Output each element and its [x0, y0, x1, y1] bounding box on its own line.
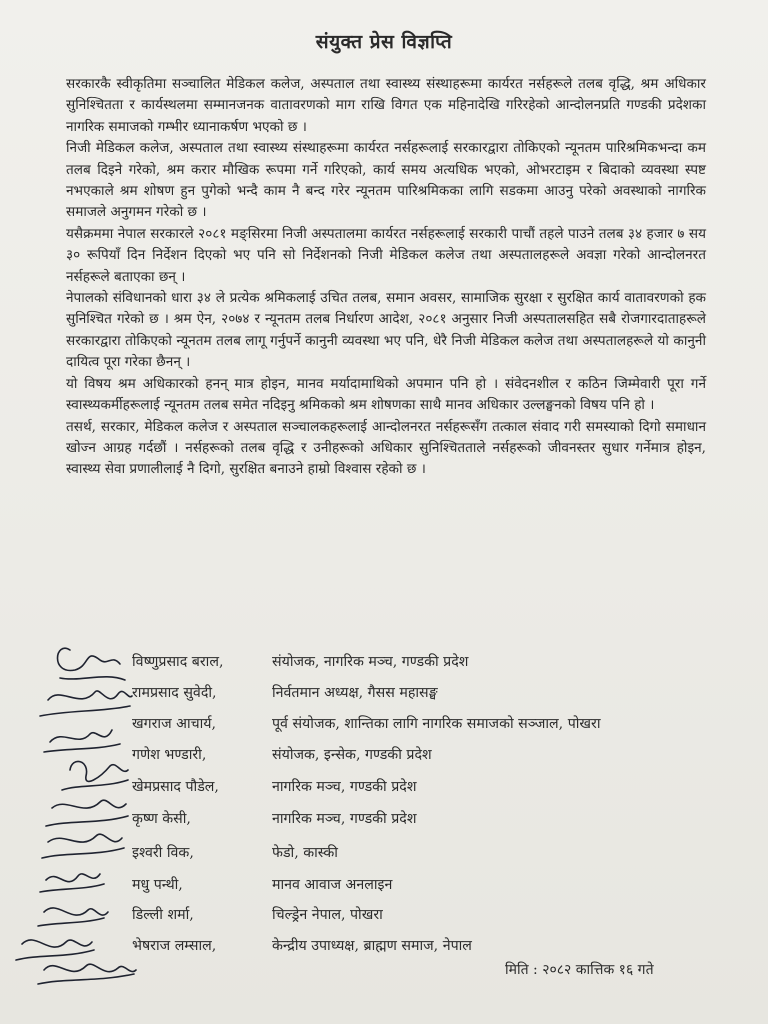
paragraph-4: नेपालको संविधानको धारा ३४ ले प्रत्येक श्रमिकलाई उचित तलब, समान अवसर, सामाजिक सुरक्षा र सुरक्षित कार्य वातावरणको हक सुनिश्चित गरेको छ । श्रम ऐन, २०७४ र न्यूनतम तलब निर्धारण आदेश, २०८१ अनुसार निजी अस्पतालसहित सबै रोजगारदाताहरूले सरकारद्वारा तोकिएको न्यूनतम तलब लागू गर्नुपर्ने कानुनी व्यवस्था भए पनि, धेरै निजी मेडिकल कलेज तथा अस्पतालहरूले यो कानुनी दायित्व पूरा गरेका छैनन् ।: [66, 290, 706, 371]
signature-3: [44, 730, 120, 752]
paragraph-6: तसर्थ, सरकार, मेडिकल कलेज र अस्पताल सञ्चालकहरूलाई आन्दोलनरत नर्सहरूसँग तत्काल संवाद गरी समस्याको दिगो समाधान खोज्न आग्रह गर्दछौं । नर्सहरूको तलब वृद्धि र उनीहरूको अधिकार सुनिश्चितताले नर्सहरूको जीवनस्तर सुधार गर्नेमात्र होइन, स्वास्थ्य सेवा प्रणालीलाई नै दिगो, सुरक्षित बनाउने हाम्रो विश्वास रहेको छ ।: [66, 418, 706, 478]
paragraph-5: यो विषय श्रम अधिकारको हनन् मात्र होइन, मानव मर्यादामाथिको अपमान पनि हो । संवेदनशील र कठिन जिम्मेवारी पूरा गर्ने स्वास्थ्यकर्मीहरूलाई न्यूनतम तलब समेत नदिइनु श्रमिकको श्रम शोषणका साथै मानव अधिकार उल्लङ्घनको विषय पनि हो ।: [66, 375, 706, 414]
signatory-name: खगराज आचार्य,: [132, 716, 217, 732]
signatory-name: विष्णुप्रसाद बराल,: [132, 654, 224, 670]
signature-8: [38, 908, 108, 926]
signatory-role: नागरिक मञ्च, गण्डकी प्रदेश: [272, 811, 417, 827]
signatory-role: संयोजक, इन्सेक, गण्डकी प्रदेश: [272, 747, 432, 763]
paragraph-3: यसैक्रममा नेपाल सरकारले २०८१ मङ्सिरमा निजी अस्पतालमा कार्यरत नर्सहरूलाई सरकारी पाचौं तहले पाउने तलब ३४ हजार ७ सय ३० रूपियाँ दिन निर्देशन दिएको भए पनि सो निर्देशनको निजी मेडिकल कलेज तथा अस्पतालहरूले अवज्ञा गरेको आन्दोलनरत नर्सहरूले बताएका छन् ।: [66, 225, 706, 285]
signatory-name: खेमप्रसाद पौडेल,: [132, 779, 219, 795]
signature-6: [42, 834, 124, 858]
document-title: संयुक्त प्रेस विज्ञप्ति: [315, 31, 453, 53]
paragraph-2: निजी मेडिकल कलेज, अस्पताल तथा स्वास्थ्य संस्थाहरूमा कार्यरत नर्सहरूलाई सरकारद्वारा तोकिएको न्यूनतम पारिश्रमिकभन्दा कम तलब दिइने गरेको, श्रम करार मौखिक रूपमा गर्ने गरिएको, कार्य समय अत्यधिक भएको, ओभरटाइम र बिदाको व्यवस्था स्पष्ट नभएकाले श्रम शोषण हुन पुगेको भन्दै काम नै बन्द गरेर न्यूनतम पारिश्रमिकका लागि सडकमा आउनु परेको अवस्थाको नागरिक समाजले अनुगमन गरेको छ ।: [66, 140, 706, 221]
signatory-role: नागरिक मञ्च, गण्डकी प्रदेश: [272, 779, 417, 795]
signatory-role: पूर्व संयोजक, शान्तिका लागि नागरिक समाजको सञ्जाल, पोखरा: [272, 716, 601, 732]
signatory-role: फेडो, कास्की: [272, 845, 338, 861]
signatory-name: मधु पन्थी,: [132, 877, 183, 893]
signatory-name: रामप्रसाद सुवेदी,: [132, 685, 217, 701]
signature-5: [46, 800, 128, 826]
signature-1: [58, 648, 126, 680]
signature-9: [16, 940, 94, 960]
signatory-name: डिल्ली शर्मा,: [132, 907, 194, 923]
signatory-name: गणेश भण्डारी,: [132, 747, 207, 763]
signatory-role: संयोजक, नागरिक मञ्च, गण्डकी प्रदेश: [272, 654, 469, 670]
signature-4: [62, 761, 128, 790]
signatory-role: निर्वतमान अध्यक्ष, गैसस महासङ्घ: [272, 685, 438, 701]
document-date: मिति : २०८२ कात्तिक १६ गते: [505, 962, 654, 978]
signatory-name: कृष्ण केसी,: [132, 811, 191, 827]
signature-10: [38, 964, 136, 984]
signatory-name: इश्वरी विक,: [132, 845, 194, 861]
signatory-role: मानव आवाज अनलाइन: [272, 877, 393, 893]
document-body: [66, 74, 706, 481]
signatory-role: चिल्ड्रेन नेपाल, पोखरा: [272, 907, 383, 923]
signature-7: [40, 874, 104, 892]
signatory-role: केन्द्रीय उपाध्यक्ष, ब्राह्मण समाज, नेपाल: [272, 938, 472, 954]
paragraph-1: सरकारकै स्वीकृतिमा सञ्चालित मेडिकल कलेज, अस्पताल तथा स्वास्थ्य संस्थाहरूमा कार्यरत नर्सहरूले तलब वृद्धि, श्रम अधिकार सुनिश्चितता र कार्यस्थलमा सम्मानजनक वातावरणको माग राखि विगत एक महिनादेखि गरिरहेको आन्दोलनप्रति गण्डकी प्रदेशका नागरिक समाजको गम्भीर ध्यानाकर्षण भएको छ ।: [66, 76, 706, 135]
signature-2: [40, 691, 132, 716]
signatory-name: भेषराज लम्साल,: [132, 938, 217, 954]
